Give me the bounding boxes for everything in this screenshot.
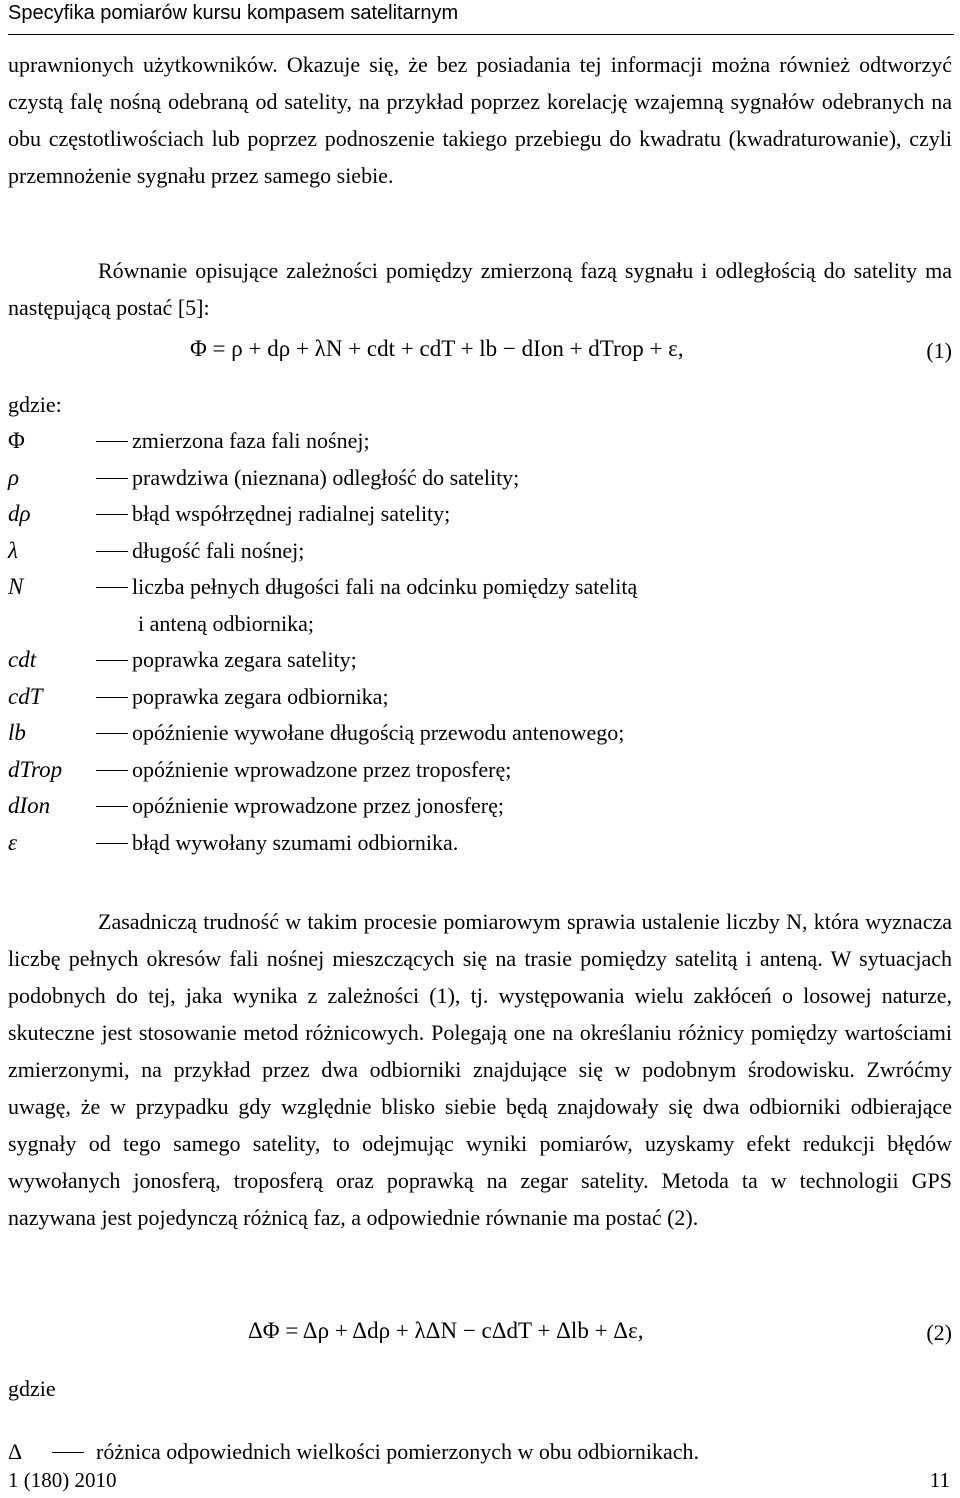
definition-row-continuation: [8, 606, 948, 643]
definition-row: [8, 788, 948, 825]
definition-dash: [96, 660, 128, 661]
definition-symbol: ρ: [8, 464, 20, 490]
equation-2: ΔΦ = Δρ + Δdρ + λΔN − cΔdT + Δlb + Δε,: [248, 1318, 644, 1343]
definition-text: błąd wywołany szumami odbiornika.: [132, 829, 459, 855]
definition-row: [8, 825, 948, 862]
definition-dash: [96, 441, 128, 442]
definition-text: prawdziwa (nieznana) odległość do satelity;: [132, 464, 520, 490]
definition-symbol: cdt: [8, 647, 37, 672]
definition-row: [8, 533, 948, 570]
definition-symbol: dTrop: [8, 756, 63, 782]
definition-row: [8, 569, 948, 606]
equation-2-number: (2): [926, 1320, 952, 1345]
definition-text: zmierzona faza fali nośnej;: [132, 428, 370, 453]
definition-text: poprawka zegara satelity;: [132, 647, 357, 672]
definition-text: opóźnienie wprowadzone przez jonosferę;: [132, 793, 505, 818]
definition-symbol: dIon: [8, 793, 51, 818]
definition-list: [8, 423, 948, 861]
definition-row: [8, 679, 948, 716]
definition-row: [8, 460, 948, 497]
header-rule: [8, 34, 954, 35]
definition-symbol: dρ: [8, 501, 31, 526]
definition-dash: [96, 806, 128, 807]
definition-dash: [96, 551, 128, 552]
where-label-1: gdzie:: [8, 392, 62, 417]
definition-row: [8, 423, 948, 460]
definition-text: różnica odpowiednich wielkości pomierzonych w obu odbiornikach.: [96, 1439, 700, 1464]
definition-dash: [52, 1452, 84, 1453]
definition-symbol: cdT: [8, 683, 43, 709]
where-label-2: gdzie: [8, 1376, 56, 1401]
definition-dash: [96, 587, 128, 588]
running-header: Specyfika pomiarów kursu kompasem satelitarnym: [8, 2, 459, 24]
definition-row: [8, 715, 948, 752]
definition-row: [8, 496, 948, 533]
definition-text: poprawka zegara odbiornika;: [132, 683, 389, 709]
definition-symbol: Δ: [8, 1439, 23, 1464]
page-number: 11: [929, 1468, 950, 1492]
definition-text: błąd współrzędnej radialnej satelity;: [132, 501, 451, 526]
definition-symbol: ε: [8, 829, 18, 855]
definition-dash: [96, 770, 128, 771]
equation-1-number: (1): [926, 338, 952, 363]
definition-text: opóźnienie wprowadzone przez troposferę;: [132, 756, 512, 782]
definition-dash: [96, 514, 128, 515]
definition-text: liczba pełnych długości fali na odcinku pomiędzy satelitą: [132, 574, 638, 599]
definition-dash: [96, 843, 128, 844]
definition-text: długość fali nośnej;: [132, 537, 305, 563]
paragraph-2: Równanie opisujące zależności pomiędzy zmierzoną fazą sygnału i odległością do satelity ma następującą postać [5]:: [8, 258, 952, 320]
definition-dash: [96, 733, 128, 734]
paragraph-3: Zasadniczą trudność w takim procesie pomiarowym sprawia ustalenie liczby N, która wyznacza liczbę pełnych okresów fali nośnej mieszczących się na trasie pomiędzy satelitą i anteną. W sytuacjach podobnych do tej, jaka wynika z zależności (1), tj. występowania wielu zakłóceń o losowej naturze, skuteczne jest stosowanie metod różnicowych. Polegają one na określaniu różnicy pomiędzy wartościami zmierzonymi, na przykład przez dwa odbiorniki znajdujące się w podobnym środowisku. Zwróćmy uwagę, że w przypadku gdy względnie blisko siebie będą znajdowały się dwa odbiorniki odbierające sygnały od tego samego satelity, to odejmując wyniki pomiarów, uzyskamy efekt redukcji błędów wywołanych jonosferą, troposferą oraz poprawką na zegar satelity. Metoda ta w technologii GPS nazywana jest pojedynczą różnicą faz, a odpowiednie równanie ma postać (2).: [8, 909, 952, 1230]
definition-symbol: Φ: [8, 428, 25, 453]
definition-text: opóźnienie wywołane długością przewodu antenowego;: [132, 720, 625, 745]
paragraph-1: uprawnionych użytkowników. Okazuje się, że bez posiadania tej informacji można również odtworzyć czystą falę nośną odebraną od satelity, na przykład poprzez korelację wzajemną sygnałów odebranych na obu częstotliwościach lub poprzez podnoszenie takiego przebiegu do kwadratu (kwadraturowanie), czyli przemnożenie sygnału przez samego siebie.: [8, 52, 952, 188]
definition-dash: [96, 478, 128, 479]
definition-symbol: lb: [8, 720, 26, 745]
equation-1: Φ = ρ + dρ + λN + cdt + cdT + lb − dIon + dTrop + ε,: [190, 336, 684, 361]
definition-row: [8, 642, 948, 679]
definition-dash: [96, 697, 128, 698]
definition-text: i anteną odbiornika;: [138, 610, 314, 636]
issue-number: 1 (180) 2010: [8, 1468, 117, 1492]
definition-row: [8, 752, 948, 789]
definition-symbol: λ: [8, 537, 18, 563]
definition-symbol: N: [8, 574, 24, 599]
